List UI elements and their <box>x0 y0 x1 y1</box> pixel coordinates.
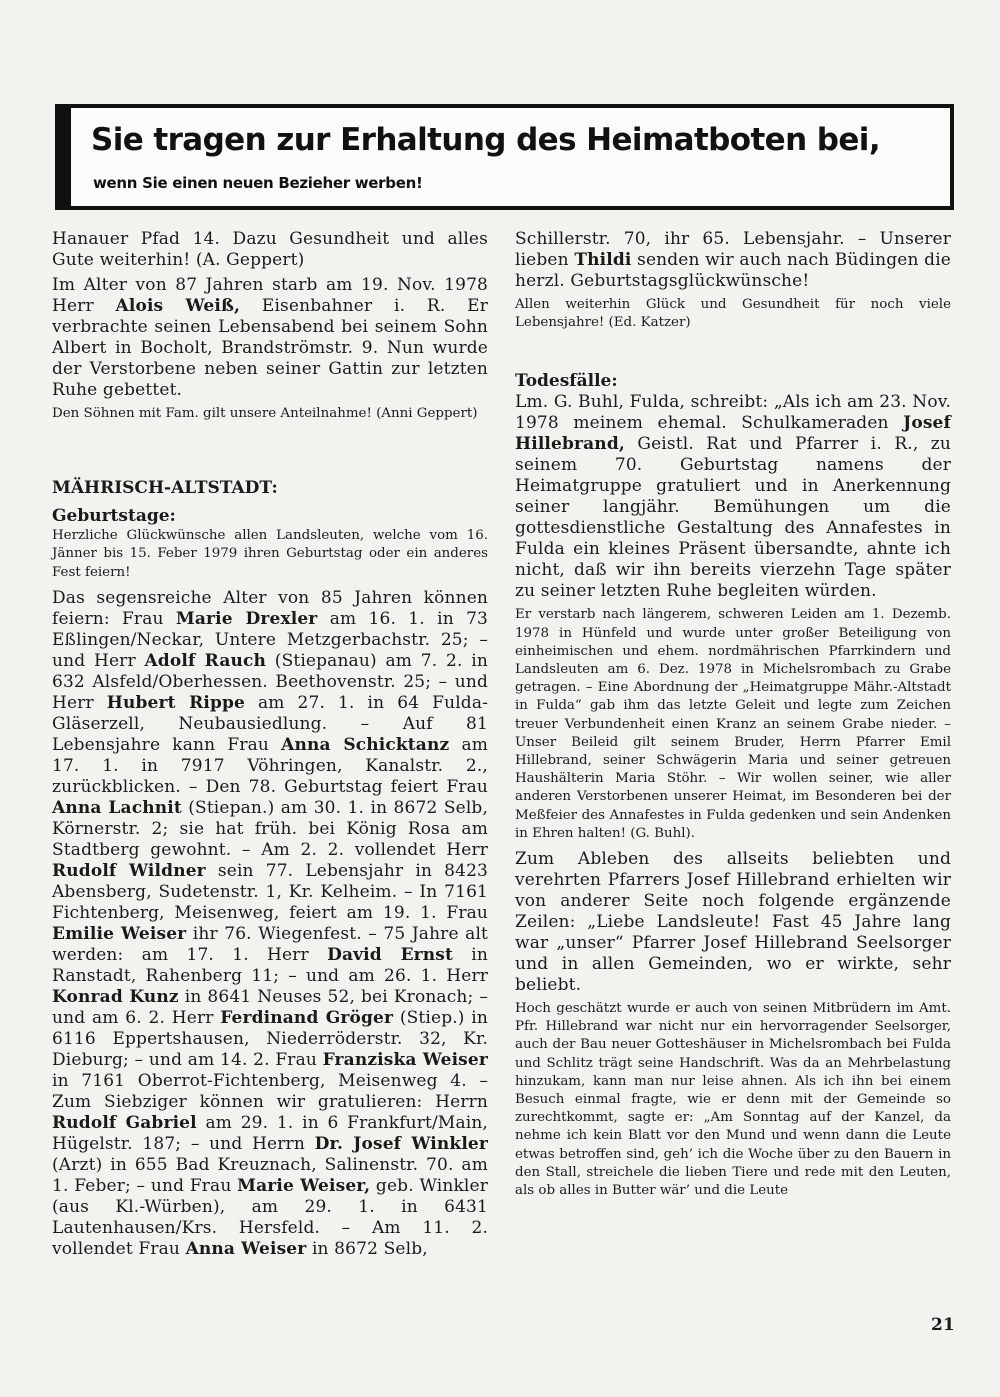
text-run: in 8641 Neuses 52, bei Kronach; – und am 6. 2. Herr <box>52 986 488 1028</box>
text-run: am 16. 1. in 73 Eßlingen/Neckar, Untere Metzgerbachstr. 25; – und Herr <box>52 608 489 671</box>
paragraph <box>515 849 951 996</box>
paragraph <box>515 392 951 602</box>
text-run: Hoch geschätzt wurde er auch von seinen Mitbrüdern im Amt. Pfr. Hillebrand war nicht nur ein hervorragender Seelsorger, auch der Bau neuer Gotteshäuser in Michelsrombach bei Fulda und Schlitz trägt seine Handschrift. Was da an Mehrbelastung hinzukam, kann man nur leise ahnen. Als ich ihn bei einem Besuch einmal fragte, wie er denn mit der Gemeinde so zurechtkommt, sagte er: „Am Sonntag auf der Kanzel, da nehme ich kein Blatt vor den Mund und wenn dann die Leute etwas betroffen sind, geh’ ich die Woche über zu den Bauern in den Stall, streichele die lieben Tiere und rede mit den Leuten, als ob alles in Butter wär’ und die Leute <box>515 1001 951 1199</box>
text-run: Schillerstr. 70, ihr 65. Lebensjahr. – Unserer lieben <box>515 229 951 270</box>
name-highlight: Adolf Rauch <box>144 650 267 671</box>
spacer <box>52 429 488 477</box>
text-run: Eisenbahner i. R. Er verbrachte seinen Lebensabend bei seinem Sohn Albert in Bocholt, Brandströmstr. 9. Nun wurde der Verstorbene neben seiner Gattin zur letzten Ruhe gebettet. <box>52 296 488 400</box>
name-highlight: Ferdinand Gröger <box>220 1007 394 1028</box>
section-heading <box>515 370 951 392</box>
text-run: in Ranstadt, Rahenberg 11; – und am 26. 1. Herr <box>52 944 488 986</box>
subscription-banner <box>55 104 954 210</box>
paragraph <box>515 1000 951 1200</box>
name-highlight: Dr. Josef Winkler <box>314 1133 489 1154</box>
name-highlight: Anna Lachnit <box>52 797 182 818</box>
text-run: Todesfälle: <box>515 371 618 392</box>
text-run: am 29. 1. in 6 Frankfurt/Main, Hügelstr. 187; – und Herrn <box>52 1112 488 1154</box>
spacer <box>515 338 951 370</box>
text-run: MÄHRISCH-ALTSTADT: <box>52 478 278 499</box>
text-run: Geistl. Rat und Pfarrer i. R., zu seinem 70. Geburtstag namens der Heimatgruppe gratuliert und in Anerkennung seiner langjähr. Bemühungen um die gottesdienstliche Gestaltung des Annafestes in Fulda ein kleines Präsent übersandte, ahnte ich nicht, daß wir ihn bereits vierzehn Tage später zu seiner letzten Ruhe begleiten würden. <box>515 434 951 602</box>
name-highlight: Thildi <box>574 250 632 270</box>
text-run: (Arzt) in 655 Bad Kreuznach, Salinenstr. 70. am 1. Feber; – und Frau <box>52 1154 488 1196</box>
banner-accent-bar <box>59 108 71 206</box>
text-run: Hanauer Pfad 14. Dazu Gesundheit und alles Gute weiterhin! (A. Geppert) <box>52 229 488 270</box>
text-run: Zum Ableben des allseits beliebten und verehrten Pfarrers Josef Hillebrand erhielten wir von anderer Seite noch folgende ergänzende Zeilen: „Liebe Landsleute! Fast 45 Jahre lang war „unser“ Pfarrer Josef Hillebrand Seelsorger und in allen Gemeinden, wo er wirkte, sehr beliebt. <box>515 849 951 996</box>
paragraph <box>52 405 488 423</box>
name-highlight: Emilie Weiser <box>52 923 187 944</box>
banner-title: Sie tragen zur Erhaltung des Heimatboten bei, <box>91 122 880 158</box>
text-run: Er verstarb nach längerem, schweren Leiden am 1. Dezemb. 1978 in Hünfeld und wurde unter großer Beteiligung von einheimischen und ehem. nordmährischen Pfarrkindern und Landsleuten am 6. Dez. 1978 in Michelsrombach zu Grabe getragen. – Eine Abordnung der „Heimatgruppe Mähr.-Altstadt in Fulda“ gab ihm das letzte Geleit und legte zum Zeichen treuer Verbundenheit einen Kranz an seinem Grabe nieder. – Unser Beileid gilt seinem Bruder, Herrn Pfarrer Emil Hillebrand, seiner Schwägerin Maria und seiner getreuen Haushälterin Maria Stöhr. – Wir wollen seiner, wie aller anderen Verstorbenen unserer Heimat, im Besonderen bei der Meßfeier des Annafestes in Fulda gedenken und sein Andenken in Ehren halten! (G. Buhl). <box>515 607 951 841</box>
name-highlight: Rudolf Gabriel <box>52 1112 197 1133</box>
name-highlight: Anna Weiser <box>185 1238 307 1259</box>
paragraph <box>515 229 951 292</box>
name-highlight: Marie Drexler <box>175 608 318 629</box>
text-run: am 27. 1. in 64 Fulda-Gläserzell, Neubausiedlung. – Auf 81 Lebensjahre kann Frau <box>52 692 488 755</box>
text-run: (Stiep.) in 6116 Eppertshausen, Niederröderstr. 32, Kr. Dieburg; – und am 14. 2. Frau <box>52 1007 488 1070</box>
name-highlight: Hubert Rippe <box>106 692 246 713</box>
name-highlight: Josef Hillebrand, <box>515 413 951 455</box>
section-heading <box>52 505 488 527</box>
paragraph <box>52 588 488 1260</box>
text-run: Den Söhnen mit Fam. gilt unsere Anteilnahme! (Anni Geppert) <box>52 406 478 421</box>
text-run: in 7161 Oberrot-Fichtenberg, Meisenweg 4. – Zum Siebziger können wir gratulieren: Herrn <box>52 1070 488 1112</box>
paragraph <box>52 527 488 582</box>
name-highlight: Franziska Weiser <box>322 1049 488 1070</box>
name-highlight: Alois Weiß, <box>115 296 241 316</box>
page-number: 21 <box>931 1315 955 1335</box>
name-highlight: David Ernst <box>327 944 454 965</box>
right-column <box>515 229 951 1206</box>
left-column <box>52 229 488 1264</box>
text-run: Im Alter von 87 Jahren starb am 19. Nov. 1978 Herr <box>52 275 488 316</box>
paragraph <box>52 229 488 271</box>
paragraph <box>515 296 951 332</box>
section-heading <box>52 477 488 499</box>
text-run: ihr 76. Wiegenfest. – 75 Jahre alt werden: am 17. 1. Herr <box>52 923 489 965</box>
text-run: senden wir auch nach Büdingen die herzl. Geburtstagsglückwünsche! <box>515 250 951 291</box>
text-run: in 8672 Selb, <box>306 1238 428 1259</box>
text-run: Lm. G. Buhl, Fulda, schreibt: „Als ich am 23. Nov. 1978 meinem ehemal. Schulkameraden <box>515 392 951 434</box>
name-highlight: Anna Schicktanz <box>281 734 450 755</box>
text-run: Allen weiterhin Glück und Gesundheit für noch viele Lebensjahre! (Ed. Katzer) <box>515 297 951 331</box>
text-run: Das segensreiche Alter von 85 Jahren können feiern: Frau <box>52 587 488 629</box>
text-run: geb. Winkler (aus Kl.-Würben), am 29. 1. in 6431 Lautenhausen/Krs. Hersfeld. – Am 11. 2. vollendet Frau <box>52 1175 488 1259</box>
banner-subtitle: wenn Sie einen neuen Bezieher werben! <box>93 174 423 192</box>
text-run: (Stiepanau) am 7. 2. in 632 Alsfeld/Oberhessen. Beethovenstr. 25; – und Herr <box>52 650 488 713</box>
name-highlight: Rudolf Wildner <box>52 860 206 881</box>
text-run: sein 77. Lebensjahr in 8423 Abensberg, Sudetenstr. 1, Kr. Kelheim. – In 7161 Fichtenberg, Meisenweg, feiert am 19. 1. Frau <box>52 860 488 923</box>
text-run: Herzliche Glückwünsche allen Landsleuten, welche vom 16. Jänner bis 15. Feber 1979 ihren Geburtstag oder ein anderes Fest feiern! <box>52 528 488 580</box>
name-highlight: Marie Weiser, <box>237 1175 371 1196</box>
text-run: am 17. 1. in 7917 Vöhringen, Kanalstr. 2., zurückblicken. – Den 78. Geburtstag feiert Frau <box>52 734 488 797</box>
name-highlight: Konrad Kunz <box>52 986 179 1007</box>
paragraph <box>52 275 488 401</box>
text-run: Geburtstage: <box>52 506 176 527</box>
paragraph <box>515 606 951 843</box>
text-run: (Stiepan.) am 30. 1. in 8672 Selb, Körnerstr. 2; sie hat früh. bei König Rosa am Stadtberg gewohnt. – Am 2. 2. vollendet Herr <box>52 797 488 860</box>
